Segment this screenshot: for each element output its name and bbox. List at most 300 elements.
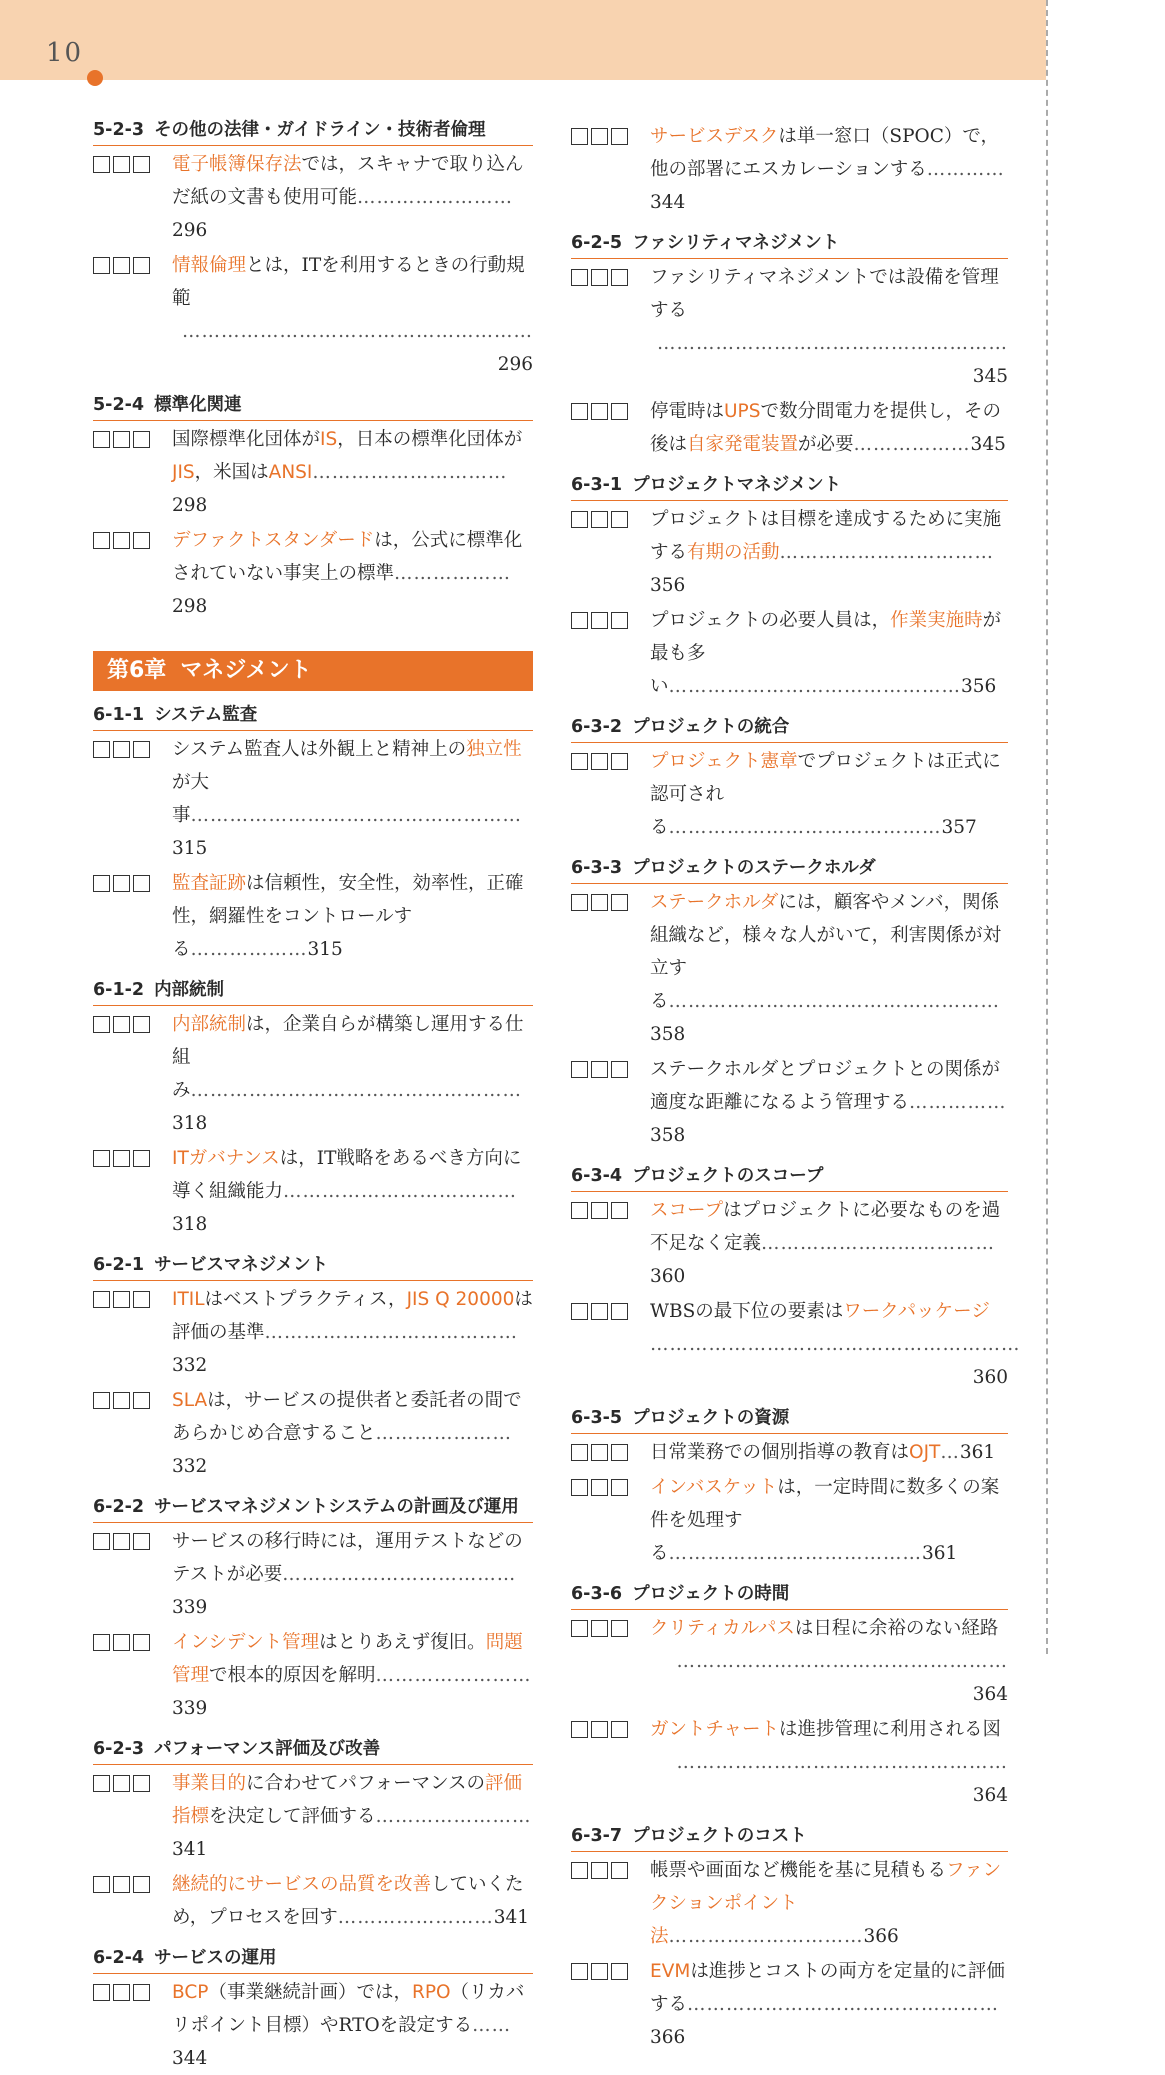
checkbox-group	[93, 1634, 150, 1651]
section-number: 6-3-4	[571, 1166, 623, 1186]
section-heading	[93, 118, 533, 146]
leader-dots: …	[940, 1442, 960, 1463]
checkbox-group	[571, 1444, 628, 1461]
checkbox[interactable]	[133, 1876, 150, 1893]
checkbox-group	[571, 1721, 628, 1738]
section-title: システム監査	[154, 705, 258, 725]
section-title: プロジェクトマネジメント	[632, 475, 842, 495]
keyword: インシデント管理	[172, 1632, 320, 1653]
checkbox[interactable]	[113, 1016, 130, 1033]
section	[571, 1164, 1021, 1394]
checklist-item	[93, 1384, 533, 1483]
page-number-ref: 344	[650, 192, 686, 213]
checkbox[interactable]	[93, 1984, 110, 2001]
page-number-ref: 357	[941, 817, 977, 838]
keyword: EVM	[650, 1961, 691, 1982]
page-ref	[650, 1328, 1021, 1394]
keyword: 監査証跡	[172, 873, 247, 894]
leader-dots: …………………………………………………	[650, 1334, 1021, 1355]
item-text: は信頼性，安全性，効率性，正確性，網羅性をコントロールする	[172, 873, 524, 960]
checkbox-group	[93, 1984, 150, 2001]
checkbox[interactable]	[113, 1984, 130, 2001]
checkbox[interactable]	[93, 1392, 110, 1409]
keyword: BCP	[172, 1982, 209, 2003]
checkbox[interactable]	[611, 1721, 628, 1738]
checkbox[interactable]	[93, 1150, 110, 1167]
checkbox[interactable]	[591, 128, 608, 145]
section-number: 6-3-6	[571, 1584, 623, 1604]
section-title: 内部統制	[154, 980, 225, 1000]
checkbox-group	[571, 1963, 628, 1980]
checklist-item	[93, 1525, 533, 1624]
checkbox[interactable]	[113, 257, 130, 274]
checkbox[interactable]	[113, 431, 130, 448]
checkbox[interactable]	[93, 1634, 110, 1651]
checkbox[interactable]	[591, 1721, 608, 1738]
page-ref	[854, 434, 1006, 455]
checkbox-group	[93, 1291, 150, 1308]
section-number: 6-2-5	[571, 233, 623, 253]
checkbox[interactable]	[571, 1963, 588, 1980]
section-title: プロジェクトの統合	[632, 717, 790, 737]
checkbox[interactable]	[93, 1533, 110, 1550]
leader-dots: …………………………	[312, 462, 508, 483]
page-ref	[338, 1907, 529, 1928]
checkbox-group	[93, 741, 150, 758]
section-title: ファシリティマネジメント	[632, 233, 840, 253]
page-number-ref: 364	[972, 1684, 1008, 1705]
leader-dots: ……………	[909, 1092, 1007, 1113]
checkbox[interactable]	[93, 257, 110, 274]
section-number: 5-2-4	[93, 395, 145, 415]
section-heading	[571, 1582, 1008, 1610]
checkbox-group	[93, 1150, 150, 1167]
section	[571, 856, 1008, 1152]
section-heading	[93, 1495, 533, 1523]
section-title: プロジェクトのステークホルダ	[632, 858, 876, 878]
checkbox-group	[571, 612, 628, 629]
checkbox[interactable]	[113, 1775, 130, 1792]
checkbox[interactable]	[571, 612, 588, 629]
item-text: が大事	[172, 772, 210, 826]
checkbox[interactable]	[113, 532, 130, 549]
checklist-item	[571, 1295, 1021, 1394]
keyword: 自家発電装置	[687, 434, 799, 455]
checkbox[interactable]	[571, 128, 588, 145]
page-number-ref: 339	[172, 1698, 208, 1719]
keyword: 有期の活動	[687, 542, 780, 563]
checkbox[interactable]	[571, 1620, 588, 1637]
checkbox[interactable]	[591, 894, 608, 911]
page-ref	[191, 939, 343, 960]
checkbox[interactable]	[611, 1202, 628, 1219]
checkbox[interactable]	[133, 741, 150, 758]
section-heading	[93, 1946, 533, 1974]
keyword: RPO	[411, 1982, 451, 2003]
checklist-item	[571, 604, 1008, 703]
section-number: 6-3-2	[571, 717, 623, 737]
section-title: サービスマネジメントシステムの計画及び運用	[154, 1497, 519, 1517]
page-ref	[172, 805, 522, 859]
checkbox-group	[571, 128, 628, 145]
checklist-item	[571, 1471, 1008, 1570]
leader-dots: ……	[472, 2015, 512, 2036]
section-number: 6-2-4	[93, 1948, 145, 1968]
page-number-ref: 360	[972, 1367, 1008, 1388]
checkbox[interactable]	[571, 269, 588, 286]
item-text: で根本的原因を解明	[209, 1665, 376, 1686]
checklist-item	[571, 1436, 1008, 1469]
orange-dot-icon	[87, 70, 103, 86]
item-text: はベストプラクティス，	[204, 1289, 407, 1310]
keyword: ファンクションポイント法	[650, 1860, 1002, 1947]
item-text: システム監査人は外観上と精神上の	[172, 739, 467, 760]
checkbox[interactable]	[93, 532, 110, 549]
section-title: プロジェクトのスコープ	[632, 1166, 824, 1186]
keyword: ワークパッケージ	[843, 1301, 990, 1322]
item-text: は，IT戦略をあるべき方向に導く組織能力	[172, 1148, 522, 1202]
page-number-ref: 344	[172, 2048, 208, 2069]
page-number-ref: 332	[172, 1456, 208, 1477]
section	[93, 1946, 533, 2075]
page-ref	[650, 991, 1000, 1045]
section-title: プロジェクトのコスト	[632, 1826, 807, 1846]
checkbox-group	[93, 875, 150, 892]
checklist-item	[571, 1713, 1008, 1812]
checkbox[interactable]	[93, 1775, 110, 1792]
page-number-ref: 296	[497, 354, 533, 375]
checkbox[interactable]	[133, 1533, 150, 1550]
checklist-item	[571, 886, 1008, 1051]
item-text: は評価の基準	[172, 1289, 533, 1343]
chapter-number: 第6章	[107, 658, 167, 683]
checkbox-group	[571, 511, 628, 528]
checkbox[interactable]	[611, 894, 628, 911]
page-number-ref: 364	[972, 1785, 1008, 1806]
section-heading	[93, 703, 533, 731]
leader-dots: ……………………………………………	[190, 805, 523, 826]
checkbox[interactable]	[591, 1620, 608, 1637]
checklist-item	[93, 524, 533, 623]
checkbox[interactable]	[113, 1291, 130, 1308]
checkbox-group	[571, 753, 628, 770]
checkbox[interactable]	[571, 403, 588, 420]
page-number-ref: 332	[172, 1355, 208, 1376]
checkbox[interactable]	[113, 1392, 130, 1409]
section	[93, 118, 533, 381]
page-number-ref: 298	[172, 495, 208, 516]
keyword: ANSI	[268, 462, 313, 483]
leader-dots: ……………………	[357, 187, 514, 208]
leader-dots: ………………………………………………	[182, 321, 533, 342]
checkbox-group	[93, 1392, 150, 1409]
cut-line	[1046, 0, 1048, 1654]
page-number-ref: 345	[970, 434, 1006, 455]
checkbox[interactable]	[611, 1444, 628, 1461]
checkbox-group	[571, 403, 628, 420]
checklist-item	[571, 1194, 1008, 1293]
checkbox[interactable]	[133, 1775, 150, 1792]
section-heading	[571, 1406, 1008, 1434]
page-number-ref: 341	[493, 1907, 530, 1928]
section-number: 6-3-5	[571, 1408, 623, 1428]
keyword: サービスデスク	[650, 126, 779, 147]
item-text: サービスの移行時には，運用テストなどのテストが必要	[172, 1531, 523, 1585]
page-number-ref: 361	[959, 1442, 996, 1463]
checkbox[interactable]	[611, 1963, 628, 1980]
item-text: は単一窓口（SPOC）で，他の部署にエスカレーションする	[650, 126, 999, 180]
checkbox[interactable]	[133, 532, 150, 549]
checkbox[interactable]	[591, 612, 608, 629]
keyword: インバスケット	[650, 1477, 778, 1498]
checkbox[interactable]	[133, 1634, 150, 1651]
checkbox[interactable]	[133, 875, 150, 892]
checklist-item	[571, 261, 1008, 393]
section-heading	[93, 1253, 533, 1281]
item-text: はとりあえず復旧。	[319, 1632, 486, 1653]
page-ref	[940, 1442, 995, 1463]
checkbox[interactable]	[571, 1721, 588, 1738]
leader-dots: ……………………………	[779, 542, 995, 563]
keyword: クリティカルパス	[650, 1618, 795, 1639]
checkbox[interactable]	[133, 1392, 150, 1409]
checkbox-group	[93, 1775, 150, 1792]
checklist-item	[93, 148, 533, 247]
checkbox[interactable]	[591, 1479, 608, 1496]
page-number-ref: 361	[922, 1543, 958, 1564]
item-text: はプロジェクトに必要なものを過不足なく定義	[650, 1200, 1001, 1254]
item-text: 停電時は	[650, 401, 725, 422]
section-title: プロジェクトの時間	[632, 1584, 790, 1604]
section-number: 6-1-1	[93, 705, 145, 725]
item-text: は，公式に標準化されていない事実上の標準	[172, 530, 523, 584]
page-ref	[172, 1080, 522, 1134]
checkbox[interactable]	[133, 1291, 150, 1308]
page-number-ref: 358	[650, 1125, 686, 1146]
checkbox[interactable]	[113, 1533, 130, 1550]
checklist-item	[93, 1976, 533, 2075]
page-number-ref: 315	[172, 838, 208, 859]
section	[571, 120, 1008, 219]
checklist-item	[93, 733, 533, 865]
keyword: JIS Q 20000	[406, 1289, 515, 1310]
checkbox[interactable]	[133, 257, 150, 274]
item-text: に合わせてパフォーマンスの	[246, 1773, 486, 1794]
checkbox[interactable]	[611, 403, 628, 420]
item-text: ファシリティマネジメントでは設備を管理する	[650, 267, 999, 321]
checklist-item	[571, 503, 1008, 602]
checkbox[interactable]	[93, 1016, 110, 1033]
checklist-item	[93, 867, 533, 966]
checklist-item	[93, 249, 533, 381]
checkbox[interactable]	[113, 875, 130, 892]
page-ref	[669, 1926, 899, 1947]
checkbox[interactable]	[591, 403, 608, 420]
checkbox[interactable]	[611, 1862, 628, 1879]
page-ref	[650, 1994, 999, 2048]
checkbox[interactable]	[591, 1303, 608, 1320]
section-title: 標準化関連	[154, 395, 242, 415]
checkbox-group	[571, 1061, 628, 1078]
header-band	[0, 0, 1046, 80]
item-text: とは，ITを利用するときの行動規範	[172, 255, 525, 309]
item-text: （事業継続計画）では，	[208, 1982, 412, 2003]
section-number: 6-2-3	[93, 1739, 145, 1759]
checkbox[interactable]	[591, 753, 608, 770]
page-number-ref: 345	[972, 366, 1008, 387]
checkbox[interactable]	[93, 741, 110, 758]
checkbox[interactable]	[591, 1963, 608, 1980]
page-ref	[669, 676, 997, 697]
checkbox[interactable]	[113, 1634, 130, 1651]
checkbox[interactable]	[571, 1444, 588, 1461]
checkbox[interactable]	[571, 753, 588, 770]
checkbox[interactable]	[611, 612, 628, 629]
checkbox-group	[93, 156, 150, 173]
section-title: プロジェクトの資源	[632, 1408, 790, 1428]
checkbox[interactable]	[611, 753, 628, 770]
checkbox[interactable]	[611, 269, 628, 286]
section-heading	[571, 856, 1008, 884]
checkbox[interactable]	[113, 741, 130, 758]
page-number-ref: 298	[172, 596, 208, 617]
page-number-ref: 360	[650, 1266, 686, 1287]
keyword: JIS	[172, 462, 195, 483]
section-title: サービスの運用	[154, 1948, 277, 1968]
leader-dots: ……………………	[375, 1806, 532, 1827]
checkbox[interactable]	[571, 1479, 588, 1496]
checkbox[interactable]	[571, 511, 588, 528]
keyword: スコープ	[650, 1200, 724, 1221]
keyword: IS	[320, 429, 338, 450]
section-heading	[93, 1737, 533, 1765]
leader-dots: ……………………………………………	[190, 1080, 523, 1101]
page-number-ref: 296	[172, 220, 208, 241]
section	[571, 715, 1008, 844]
section-title: パフォーマンス評価及び改善	[154, 1739, 381, 1759]
checkbox[interactable]	[571, 1202, 588, 1219]
checkbox[interactable]	[611, 1620, 628, 1637]
item-text: ，日本の標準化団体が	[337, 429, 523, 450]
checklist-item	[571, 1612, 1008, 1711]
checkbox[interactable]	[591, 511, 608, 528]
checkbox-group	[571, 1620, 628, 1637]
checkbox-group	[571, 1479, 628, 1496]
keyword: 作業実施時	[890, 610, 983, 631]
left-sections-ch6	[93, 703, 533, 2075]
checkbox[interactable]	[93, 156, 110, 173]
checkbox[interactable]	[611, 511, 628, 528]
keyword: ステークホルダ	[650, 892, 779, 913]
checkbox-group	[571, 1303, 628, 1320]
checklist-item	[93, 1767, 533, 1866]
leader-dots: …………………………………	[668, 1543, 923, 1564]
checklist-item	[571, 745, 1008, 844]
keyword: OJT	[909, 1442, 941, 1463]
checkbox[interactable]	[93, 875, 110, 892]
section-title: その他の法律・ガイドライン・技術者倫理	[154, 120, 486, 140]
leader-dots: ……………………………………………	[668, 991, 1001, 1012]
page-ref	[650, 327, 1008, 393]
keyword: 情報倫理	[172, 255, 247, 276]
item-text: ステークホルダとプロジェクトとの関係が適度な距離になるよう管理する	[650, 1059, 1001, 1113]
keyword: 問題管理	[172, 1632, 523, 1686]
leader-dots: ……………………………………………	[676, 1651, 1008, 1672]
keyword: 継続的にサービスの品質を改善	[172, 1874, 432, 1895]
checkbox[interactable]	[611, 1061, 628, 1078]
leader-dots: ………………	[394, 563, 512, 584]
checkbox[interactable]	[133, 1150, 150, 1167]
leader-dots: ………………………………	[282, 1564, 517, 1585]
leader-dots: …………………………………………	[687, 1994, 1000, 2015]
checklist-item	[93, 1626, 533, 1725]
right-sections	[571, 120, 1021, 2054]
page-ref	[650, 1645, 1008, 1711]
page-number-ref: 339	[172, 1597, 208, 1618]
leader-dots: …………………………………	[264, 1322, 519, 1343]
section-heading	[571, 715, 1008, 743]
checkbox[interactable]	[611, 128, 628, 145]
item-text: プロジェクトは目標を達成するために実施する	[650, 509, 1002, 563]
checkbox[interactable]	[133, 156, 150, 173]
checkbox[interactable]	[113, 1876, 130, 1893]
checkbox[interactable]	[113, 1150, 130, 1167]
item-text: 国際標準化団体が	[172, 429, 321, 450]
checkbox[interactable]	[133, 431, 150, 448]
checkbox-group	[93, 257, 150, 274]
leader-dots: ……………………………………………	[676, 1752, 1008, 1773]
checkbox[interactable]	[93, 431, 110, 448]
section	[93, 703, 533, 966]
item-text: で数分間電力を提供し，その後は	[650, 401, 1001, 455]
leader-dots: ……………………	[375, 1665, 532, 1686]
item-text: プロジェクトの必要人員は，	[650, 610, 891, 631]
section	[93, 1495, 533, 1725]
item-text: は，サービスの提供者と委託者の間であらかじめ合意すること	[172, 1390, 522, 1444]
checkbox[interactable]	[113, 156, 130, 173]
chapter-banner	[93, 651, 533, 691]
checkbox-group	[571, 894, 628, 911]
checkbox[interactable]	[591, 269, 608, 286]
checkbox[interactable]	[611, 1303, 628, 1320]
section	[93, 1253, 533, 1483]
checkbox[interactable]	[591, 1444, 608, 1461]
section-number: 6-1-2	[93, 980, 145, 1000]
checkbox[interactable]	[93, 1876, 110, 1893]
checkbox[interactable]	[93, 1291, 110, 1308]
checklist-item	[571, 1854, 1008, 1953]
item-text: （リカバリポイント目標）やRTOを設定する	[172, 1982, 525, 2036]
page-number-ref: 318	[172, 1214, 208, 1235]
section-heading	[571, 473, 1008, 501]
checkbox[interactable]	[591, 1061, 608, 1078]
page-number-ref: 366	[863, 1926, 899, 1947]
checkbox[interactable]	[611, 1479, 628, 1496]
section-number: 6-3-1	[571, 475, 623, 495]
leader-dots: …………	[926, 159, 1005, 180]
page-number: 10	[46, 38, 84, 68]
checkbox[interactable]	[571, 1303, 588, 1320]
checkbox[interactable]	[133, 1984, 150, 2001]
leader-dots: …………………	[375, 1423, 513, 1444]
checkbox[interactable]	[591, 1202, 608, 1219]
checkbox[interactable]	[571, 1061, 588, 1078]
checkbox[interactable]	[133, 1016, 150, 1033]
checkbox[interactable]	[571, 1862, 588, 1879]
item-text: でプロジェクトは正式に認可される	[650, 751, 1001, 838]
checkbox[interactable]	[591, 1862, 608, 1879]
checkbox[interactable]	[571, 894, 588, 911]
